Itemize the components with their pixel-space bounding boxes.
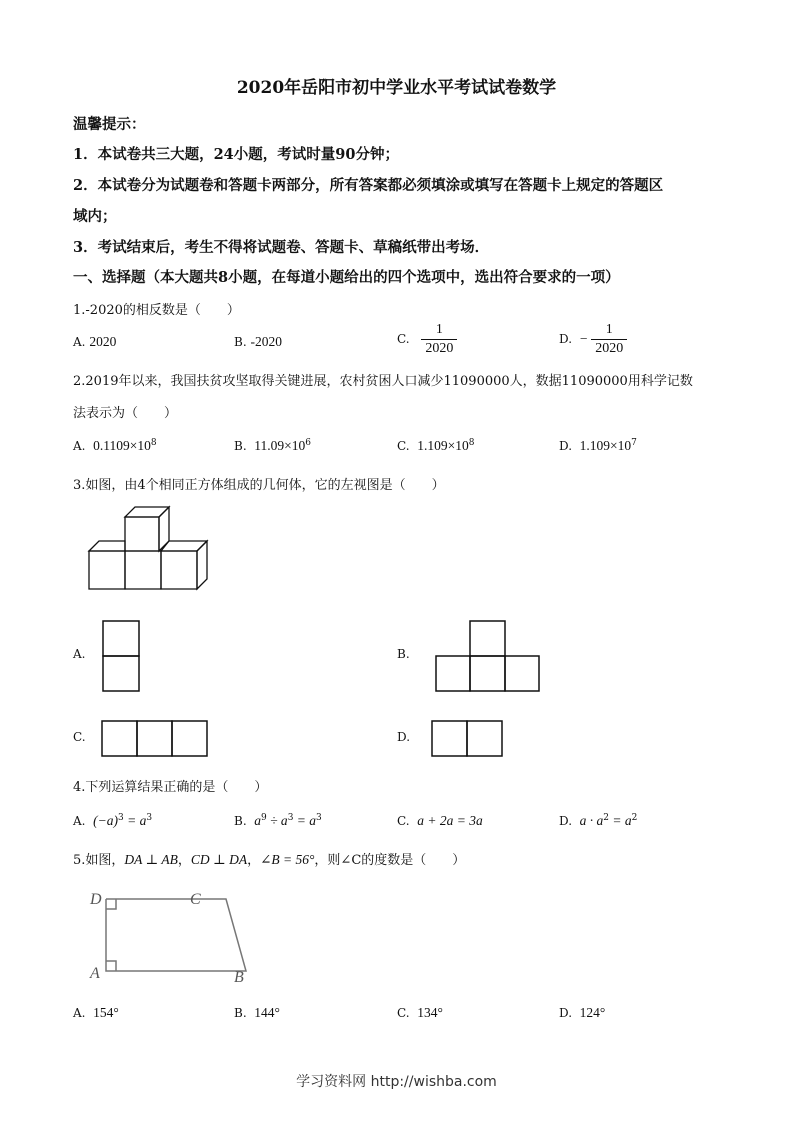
q1-stem: 1.-2020的相反数是（ ）: [73, 303, 240, 318]
q3-option-d-figure: [431, 720, 505, 760]
q4-option-a: A. $(-a)^3 = a^3$: [73, 813, 153, 828]
q5-label-b: B: [234, 969, 244, 986]
q1-option-d: D. − $\frac{1}{2020}$: [559, 322, 627, 357]
notice-heading: 温馨提示：: [73, 116, 146, 133]
q1-c-fraction: $\frac{1}{2020}$: [421, 322, 457, 357]
q3-solid-figure: [85, 505, 215, 595]
q3-option-b-figure: [435, 620, 543, 694]
q5-label-a: A: [90, 965, 100, 982]
q4-stem: 4.下列运算结果正确的是（ ）: [73, 780, 268, 795]
q4-option-b: B. $a^9 \div a^3 = a^3$: [234, 813, 322, 828]
notice-item-2-cont: 域内；: [73, 208, 117, 225]
q3-stem: 3.如图，由4个相同正方体组成的几何体，它的左视图是（ ）: [73, 478, 445, 493]
q3-option-a-label: A.: [73, 647, 86, 661]
q2-option-c: C. $1.109\times 10^8$: [397, 438, 475, 453]
footer-watermark: 学习资料网 http://wishba.com: [296, 1074, 497, 1090]
q5-label-c: C: [190, 891, 201, 908]
q2-option-a: A. $0.1109\times 10^8$: [73, 438, 157, 453]
q1-option-c: C. $\frac{1}{2020}$: [397, 322, 457, 357]
section-heading: 一、选择题（本大题共8小题，在每道小题给出的四个选项中，选出符合要求的一项）: [73, 269, 620, 286]
q5-label-d: D: [90, 891, 102, 908]
q5-option-d: D. 124°: [559, 1005, 606, 1020]
notice-item-2: 2．本试卷分为试题卷和答题卡两部分，所有答案都必须填涂或填写在答题卡上规定的答题区: [73, 177, 664, 194]
q3-option-c-label: C.: [73, 730, 86, 744]
q2-option-d: D. $1.109\times 10^7$: [559, 438, 637, 453]
q3-option-b-label: B.: [397, 647, 410, 661]
q3-option-a-figure: [102, 620, 142, 694]
q1-option-b: B. -2020: [234, 334, 282, 349]
q5-option-a: A. 154°: [73, 1005, 119, 1020]
q3-option-c-figure: [101, 720, 211, 760]
q1-option-a: A. 2020: [73, 334, 117, 349]
q5-trapezoid-figure: [86, 884, 256, 994]
q5-option-c: C. 134°: [397, 1005, 443, 1020]
q2-option-b: B. $11.09\times 10^6$: [234, 438, 312, 453]
page-title: 2020年岳阳市初中学业水平考试试卷数学: [236, 78, 557, 98]
q5-stem: 5.如图，DA ⊥ AB，CD ⊥ DA，∠B = 56°，则∠C的度数是（ ）: [73, 852, 466, 868]
notice-item-1: 1．本试卷共三大题，24小题，考试时量90分钟；: [73, 146, 399, 163]
q4-option-c: C. a + 2a = 3a: [397, 813, 483, 828]
q2-stem: 2.2019年以来，我国扶贫攻坚取得关键进展，农村贫困人口减少11090000人，数据11090000用科学记数: [73, 374, 693, 389]
q4-option-d: D. $a \cdot a^2 = a^2$: [559, 813, 638, 828]
q2-stem-cont: 法表示为（ ）: [73, 406, 178, 421]
q3-option-d-label: D.: [397, 730, 411, 744]
q1-d-fraction: $\frac{1}{2020}$: [591, 322, 627, 357]
q5-option-b: B. 144°: [234, 1005, 280, 1020]
notice-item-3: 3．考试结束后，考生不得将试题卷、答题卡、草稿纸带出考场．: [73, 239, 490, 256]
